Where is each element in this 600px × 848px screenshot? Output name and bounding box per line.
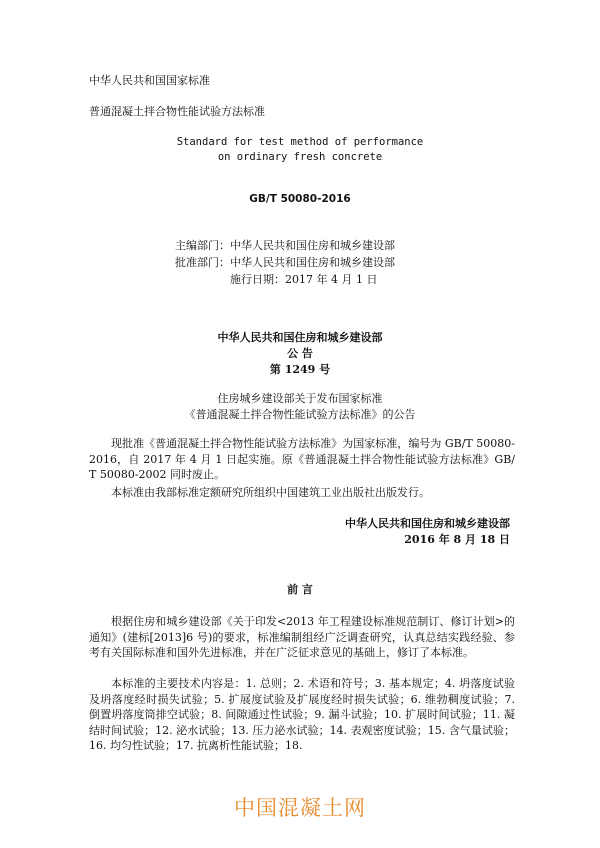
announcement-paragraph-1: 现批准《普通混凝土拌合物性能试验方法标准》为国家标准，编号为 GB/T 50080-2016，自 2017 年 4 月 1 日起实施。原《普通混凝土拌合物性能试验方法标准》GB/T 50080-2002 同时废止。 (89, 437, 515, 481)
foreword-paragraph-1: 根据住房和城乡建设部《关于印发<2013 年工程建设标准规范制订、修订计划>的通知》(建标[2013]6 号)的要求，标准编制组经广泛调查研究，认真总结实践经验、参考有关国际标准和国外先进标准，并在广泛征求意见的基础上，修订了本标准。 (89, 615, 515, 659)
announcement-subject-line1: 住房城乡建设部关于发布国家标准 (217, 392, 383, 405)
announcement-heading: 公 告 (287, 347, 313, 360)
national-standard-label: 中华人民共和国国家标准 (89, 74, 210, 87)
announcement-ministry: 中华人民共和国住房和城乡建设部 (217, 331, 383, 344)
standard-title-en-line1: Standard for test method of performance (176, 136, 424, 148)
standard-title-cn: 普通混凝土拌合物性能试验方法标准 (89, 105, 265, 118)
watermark: 中国混凝土网 (234, 796, 366, 820)
foreword-heading: 前 言 (287, 583, 313, 596)
foreword-paragraph-2: 本标准的主要技术内容是：1. 总则；2. 术语和符号；3. 基本规定；4. 坍落度试验及坍落度经时损失试验；5. 扩展度试验及扩展度经时损失试验；6. 维勃稠度试验；7. 倒置坍落度筒排空试验；8. 间隙通过性试验；9. 漏斗试验；10. 扩展时间试验；11. 凝结时间试验；12. 泌水试验；13. 压力泌水试验；14. 表观密度试验；15. 含气量试验；16. 均匀性试验；17. 抗离析性能试验；18. (89, 677, 515, 752)
announcement-date: 2016 年 8 月 18 日 (404, 533, 510, 546)
announcement-number: 第 1249 号 (269, 363, 331, 376)
announcement-subject-line2: 《普通混凝土拌合物性能试验方法标准》的公告 (184, 408, 416, 421)
announcement-signature: 中华人民共和国住房和城乡建设部 (345, 517, 510, 530)
announcement-paragraph-2: 本标准由我部标准定额研究所组织中国建筑工业出版社出版发行。 (111, 486, 430, 499)
standard-title-en-line2: on ordinary fresh concrete (217, 151, 383, 163)
standard-code: GB/T 50080-2016 (249, 193, 351, 205)
approval-department: 批准部门：中华人民共和国住房和城乡建设部 (175, 256, 395, 269)
chief-department: 主编部门：中华人民共和国住房和城乡建设部 (175, 239, 395, 252)
effective-date: 施行日期：2017 年 4 月 1 日 (230, 273, 378, 286)
